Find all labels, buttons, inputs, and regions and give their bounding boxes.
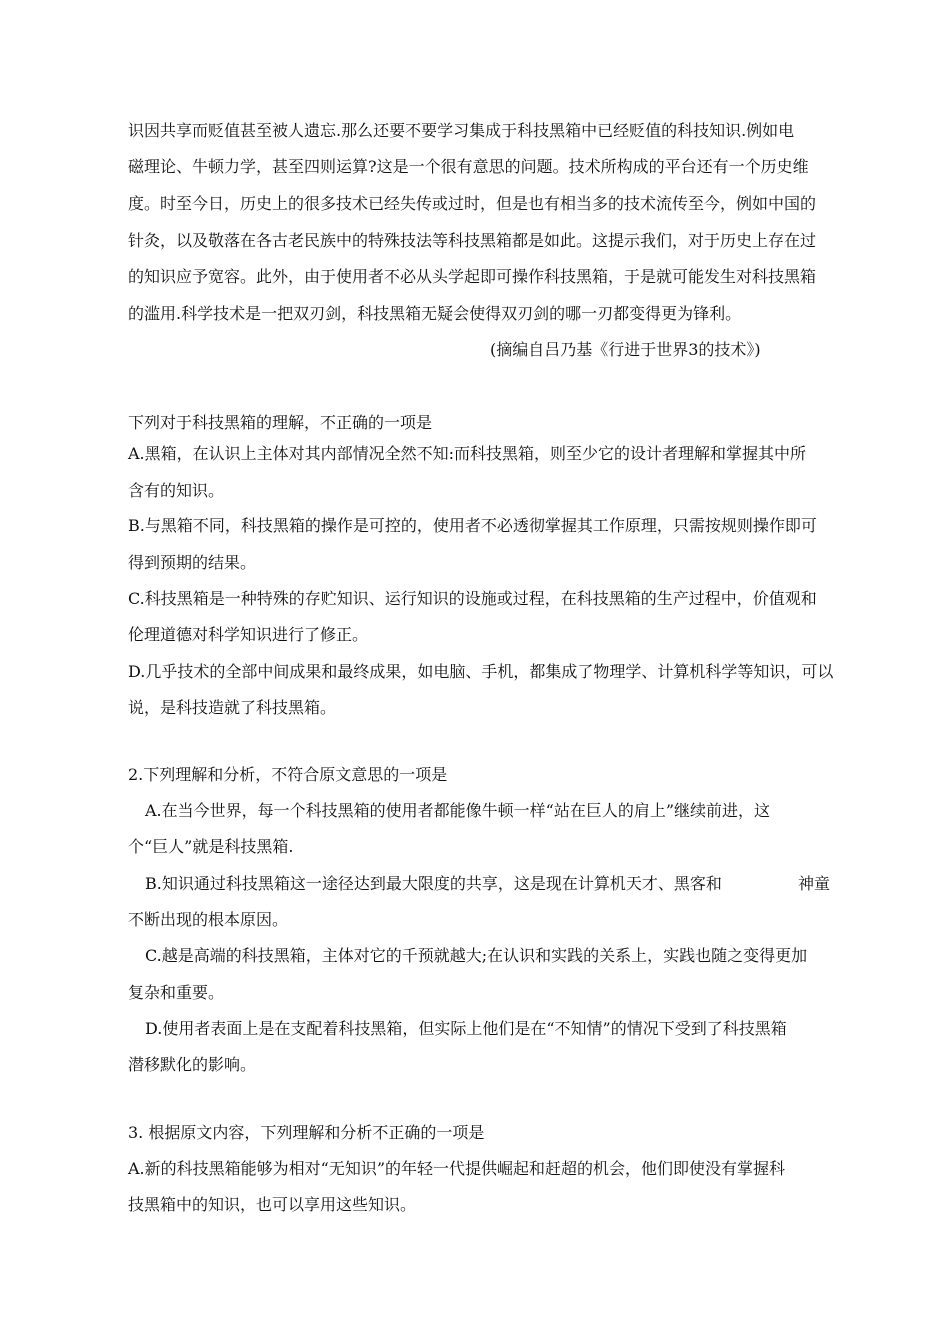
passage-line: 针灸，以及敬落在各古老民族中的特殊技法等科技黑箱都是如此。这提示我们，对于历史上存在过: [128, 231, 817, 250]
passage-line: 度。时至今日，历史上的很多技术已经失传或过时，但是也有相当多的技术流传至今，例如中国的: [128, 194, 817, 213]
option-d-line: 说，是科技造就了科技黑箱。: [128, 698, 337, 717]
passage-line: 磁理论、牛顿力学，甚至四则运算?这是一个很有意思的问题。技术所构成的平台还有一个历史维: [128, 157, 809, 176]
option-d-line: D.几乎技术的全部中间成果和最终成果，如电脑、手机，都集成了物理学、计算机科学等知识，可以: [128, 662, 834, 681]
option-c-line: C.科技黑箱是一种特殊的存贮知识、运行知识的设施或过程，在科技黑箱的生产过程中，价值观和: [128, 589, 817, 608]
option-d-line: D.使用者表面上是在支配着科技黑箱，但实际上他们是在“不知情”的情况下受到了科技黑箱: [145, 1019, 787, 1038]
option-b-line: B.与黑箱不同，科技黑箱的操作是可控的，使用者不必透彻掌握其工作原理，只需按规则操作即可: [128, 516, 817, 535]
option-a-line: A.黑箱，在认识上主体对其内部情况全然不知:而科技黑箱，则至少它的设计者理解和掌握其中所: [128, 444, 807, 463]
option-c-line: C.越是高端的科技黑箱，主体对它的千预就越大;在认识和实践的关系上，实践也随之变得更加: [145, 946, 808, 965]
passage-line: 识因共享而贬值甚至被人遗忘.那么还要不要学习集成于科技黑箱中已经贬值的科技知识.例如电: [128, 121, 795, 140]
option-b-line: 得到预期的结果。: [128, 553, 257, 572]
option-b-line-end: 神童: [798, 874, 831, 893]
option-a-line: 个“巨人”就是科技黑箱.: [128, 837, 294, 856]
option-a-line: A.在当今世界，每一个科技黑箱的使用者都能像牛顿一样“站在巨人的肩上”继续前进，这: [145, 801, 771, 820]
question-stem: 下列对于科技黑箱的理解，不正确的一项是: [128, 413, 433, 432]
passage-line: 的知识应予宽容。此外，由于使用者不必从头学起即可操作科技黑箱，于是就可能发生对科技黑箱: [128, 267, 817, 286]
passage-line: 的滥用.科学技术是一把双刃剑，科技黑箱无疑会使得双刃剑的哪一刃都变得更为锋利。: [128, 304, 742, 323]
option-d-line: 潜移默化的影响。: [128, 1055, 257, 1074]
option-b-line: 不断出现的根本原因。: [128, 910, 289, 929]
option-b-line: B.知识通过科技黑箱这一途径达到最大限度的共享，这是现在计算机天才、黑客和: [145, 874, 722, 893]
option-c-line: 伦理道德对科学知识进行了修正。: [128, 625, 369, 644]
option-a-line: A.新的科技黑箱能够为相对“无知识”的年轻一代提供崛起和赶超的机会，他们即使没有掌握科: [128, 1159, 786, 1178]
question-stem: 2.下列理解和分析，不符合原文意思的一项是: [128, 765, 448, 784]
passage-source: (摘编自吕乃基《行进于世界3的技术》): [490, 340, 761, 359]
question-stem: 3. 根据原文内容，下列理解和分析不正确的一项是: [128, 1123, 485, 1142]
option-a-line: 技黑箱中的知识，也可以享用这些知识。: [128, 1195, 417, 1214]
option-a-line: 含有的知识。: [128, 481, 225, 500]
option-c-line: 复杂和重要。: [128, 983, 225, 1002]
